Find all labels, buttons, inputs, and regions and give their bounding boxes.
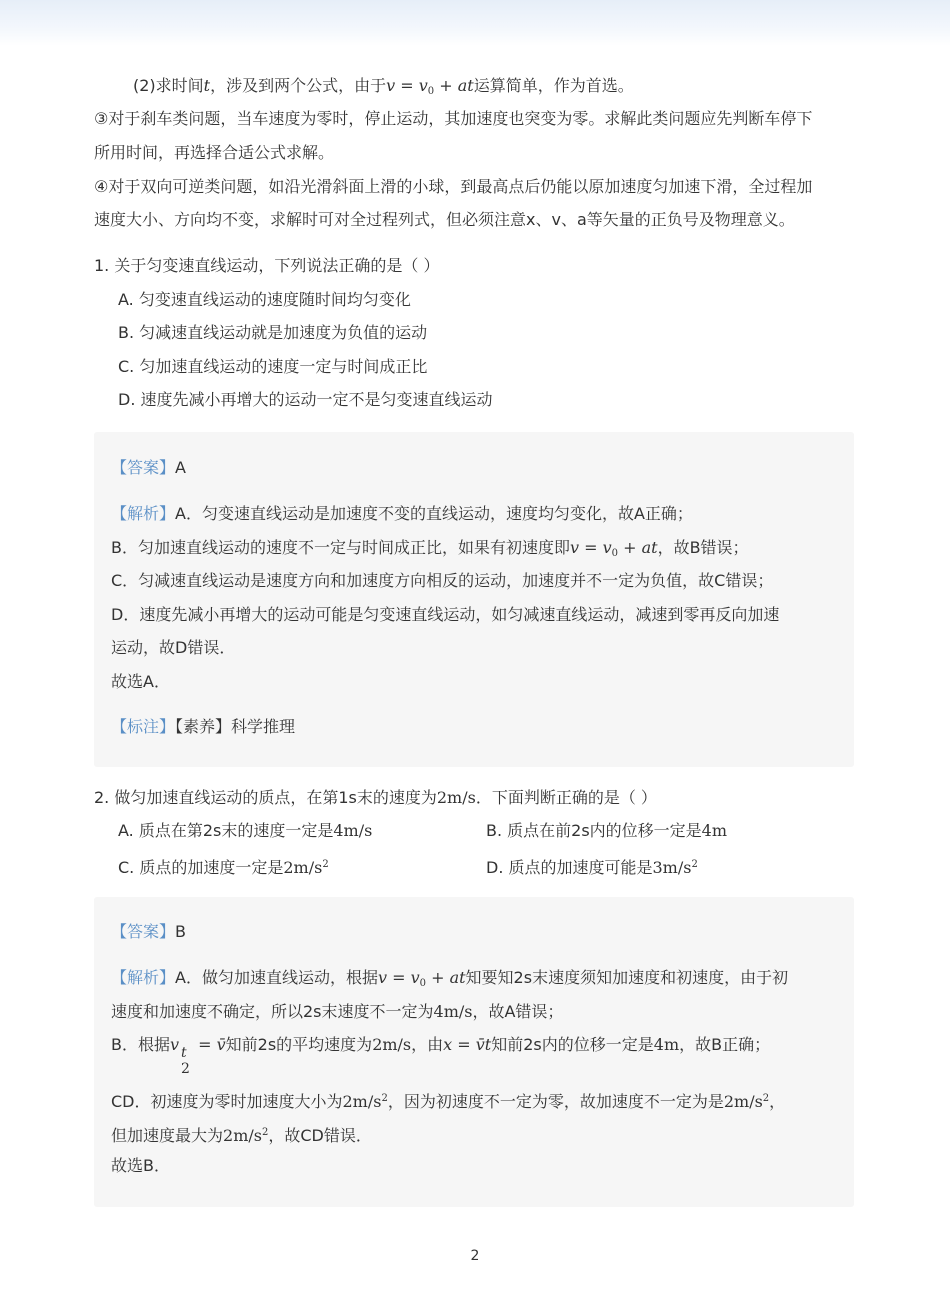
question-2-analysis-a-line-1: 【解析】A．做匀加速直线运动，根据$v = v_0$ + at知要知2s末速度须知加速度和初速度，由于初 (111, 968, 789, 989)
question-2-analysis-a-line-2: 速度和加速度不确定，所以2s末速度不一定为4m/s，故A错误； (111, 1002, 564, 1021)
question-2-option-d: D. 质点的加速度可能是$3m/s^2$ (486, 858, 698, 877)
question-1-conclusion: 故选A． (111, 672, 170, 691)
question-1-analysis-b: B．匀加速直线运动的速度不一定与时间成正比，如果有初速度即$v = v_0$ + at，故B错误； (111, 538, 749, 559)
question-1-option-c: C. 匀加速直线运动的速度一定与时间成正比 (118, 357, 428, 376)
question-1-analysis-a: 【解析】A．匀变速直线运动是加速度不变的直线运动，速度均匀变化，故A正确； (111, 504, 693, 523)
note-tag: 【标注】 (111, 717, 176, 736)
intro-line-1: (2)求时间t，涉及到两个公式，由于$v = v_0$ + at运算简单，作为首选。 (133, 76, 634, 97)
question-1-analysis-d-line-2: 运动，故D错误． (111, 638, 236, 657)
intro-para-4-line-2: 速度大小、方向均不变，求解时可对全过程列式，但必须注意x、v、a等矢量的正负号及物理意义。 (94, 210, 795, 229)
question-1-note: 【标注】【素养】科学推理 (111, 717, 296, 736)
question-1-option-b: B. 匀减速直线运动就是加速度为负值的运动 (118, 323, 428, 342)
question-2-answer: 【答案】B (111, 922, 186, 941)
answer-tag: 【答案】 (111, 458, 176, 477)
question-2-analysis-cd-line-1: CD．初速度为零时加速度大小为$2m/s^2$，因为初速度不一定为零，故加速度不一定为是$2m/s^2$， (111, 1092, 786, 1111)
fraction-t-over-2: t 2 (181, 1045, 190, 1077)
intro-para-3-line-1: ③对于刹车类问题，当车速度为零时，停止运动，其加速度也突变为零。求解此类问题应先判断车停下 (94, 109, 813, 128)
question-2-option-a: A. 质点在第2s末的速度一定是4m/s (118, 821, 373, 840)
question-2-stem: 2. 做匀加速直线运动的质点，在第1s末的速度为2m/s．下面判断正确的是（ ） (94, 788, 657, 807)
intro-para-3-line-2: 所用时间，再选择合适公式求解。 (94, 143, 335, 162)
question-2-option-b: B. 质点在前2s内的位移一定是4m (486, 821, 728, 840)
intro-para-4-line-1: ④对于双向可逆类问题，如沿光滑斜面上滑的小球，到最高点后仍能以原加速度匀加速下滑，全过程加 (94, 177, 813, 196)
question-1-option-d: D. 速度先减小再增大的运动一定不是匀变速直线运动 (118, 390, 493, 409)
question-2-analysis-cd-line-2: 但加速度最大为$2m/s^2$，故CD错误． (111, 1126, 372, 1145)
analysis-tag: 【解析】 (111, 968, 176, 987)
question-2-conclusion: 故选B． (111, 1156, 170, 1175)
header-band (0, 0, 950, 46)
question-1-answer: 【答案】A (111, 458, 186, 477)
question-1-stem: 1. 关于匀变速直线运动，下列说法正确的是（ ） (94, 256, 440, 275)
question-1-analysis-c: C．匀减速直线运动是速度方向和加速度方向相反的运动，加速度并不一定为负值，故C错误； (111, 571, 774, 590)
question-2-analysis-b: B．根据v t 2 = v̄知前2s的平均速度为2m/s，由x = v̄t知前2s内的位移一定是4m，故B正确； (111, 1035, 771, 1077)
answer-tag: 【答案】 (111, 922, 176, 941)
question-2-option-c: C. 质点的加速度一定是$2m/s^2$ (118, 858, 329, 877)
analysis-tag: 【解析】 (111, 504, 176, 523)
question-1-analysis-d-line-1: D．速度先减小再增大的运动可能是匀变速直线运动，如匀减速直线运动，减速到零再反向加速 (111, 605, 780, 624)
question-1-option-a: A. 匀变速直线运动的速度随时间均匀变化 (118, 290, 411, 309)
page-number: 2 (470, 1248, 480, 1264)
